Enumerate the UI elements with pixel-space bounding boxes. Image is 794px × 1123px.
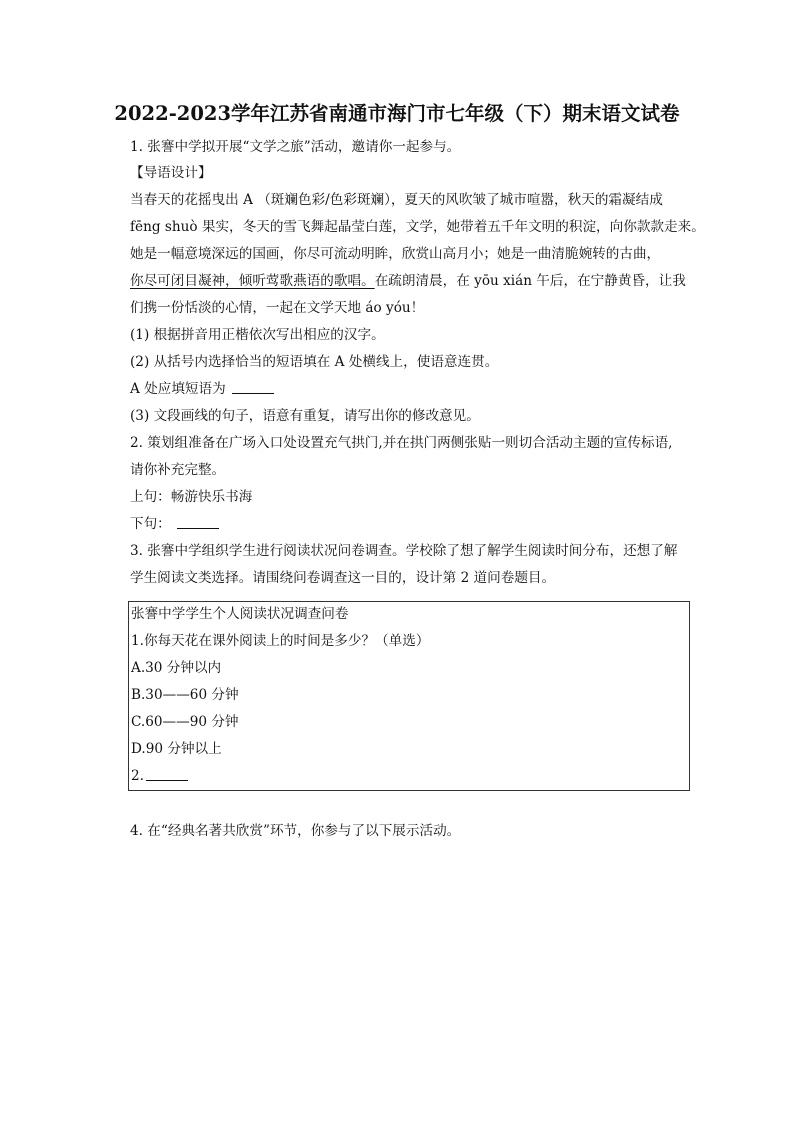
survey-question-2-label: 2. — [131, 768, 144, 784]
upper-couplet: 上句：畅游快乐书海 — [130, 489, 253, 505]
guide-heading: 【导语设计】 — [130, 165, 212, 181]
answer-line-a — [130, 380, 274, 398]
survey-option-b: B.30——60 分钟 — [131, 687, 239, 703]
question-4: 4. 在“经典名著共欣赏”环节，你参与了以下展示活动。 — [130, 823, 461, 839]
survey-question-2 — [131, 767, 188, 785]
lower-couplet-label: 下句： — [130, 516, 171, 532]
sub-question-2: (2) 从括号内选择恰当的短语填在 A 处横线上，使语意连贯。 — [130, 354, 499, 370]
answer-blank-a[interactable] — [232, 381, 274, 394]
lower-couplet — [130, 515, 219, 533]
survey-title: 张謇中学学生个人阅读状况调查问卷 — [131, 606, 349, 622]
survey-question-2-blank[interactable] — [146, 768, 188, 781]
passage-line-5: 们携一份恬淡的心情，一起在文学天地 áo yóu！ — [130, 300, 425, 316]
question-2-line-2: 请你补充完整。 — [130, 462, 226, 478]
survey-option-a: A.30 分钟以内 — [131, 660, 222, 676]
survey-question-1: 1.你每天花在课外阅读上的时间是多少？（单选） — [131, 633, 430, 649]
passage-line-4 — [130, 272, 686, 290]
question-2-line-1: 2. 策划组准备在广场入口处设置充气拱门,并在拱门两侧张贴一则切合活动主题的宣传标语, — [130, 435, 673, 451]
sub-question-1: (1) 根据拼音用正楷依次写出相应的汉字。 — [130, 327, 385, 343]
survey-option-c: C.60——90 分钟 — [131, 714, 239, 730]
answer-label-a: A 处应填短语为 — [130, 381, 226, 397]
passage-line-3: 她是一幅意境深远的国画，你尽可流动明眸，欣赏山高月小；她是一曲清脆婉转的古曲， — [130, 246, 661, 262]
sub-question-3: (3) 文段画线的句子，语意有重复，请写出你的修改意见。 — [130, 408, 480, 424]
survey-box — [128, 601, 690, 791]
passage-line-2: fēng shuò 果实，冬天的雪飞舞起晶莹白莲，文学，她带着五千年文明的积淀，向你款款走来。 — [130, 219, 705, 235]
underlined-sentence: 你尽可闭目凝神，倾听莺歌燕语的歌唱。 — [130, 273, 375, 289]
passage-line-1: 当春天的花摇曳出 A （斑斓色彩/色彩斑斓），夏天的风吹皱了城市喧嚣，秋天的霜凝结成 — [130, 192, 663, 208]
exam-title: 2022-2023学年江苏省南通市海门市七年级（下）期末语文试卷 — [114, 102, 680, 125]
question-1: 1. 张謇中学拟开展“文学之旅”活动，邀请你一起参与。 — [130, 139, 461, 155]
passage-line-4-rest: 在疏朗清晨，在 yōu xián 午后，在宁静黄昏，让我 — [374, 273, 686, 289]
question-3-line-1: 3. 张謇中学组织学生进行阅读状况问卷调查。学校除了想了解学生阅读时间分布，还想了解 — [130, 543, 678, 559]
survey-option-d: D.90 分钟以上 — [131, 741, 222, 757]
lower-couplet-blank[interactable] — [177, 516, 219, 529]
question-3-line-2: 学生阅读文类选择。请围绕问卷调查这一目的，设计第 2 道问卷题目。 — [130, 570, 556, 586]
